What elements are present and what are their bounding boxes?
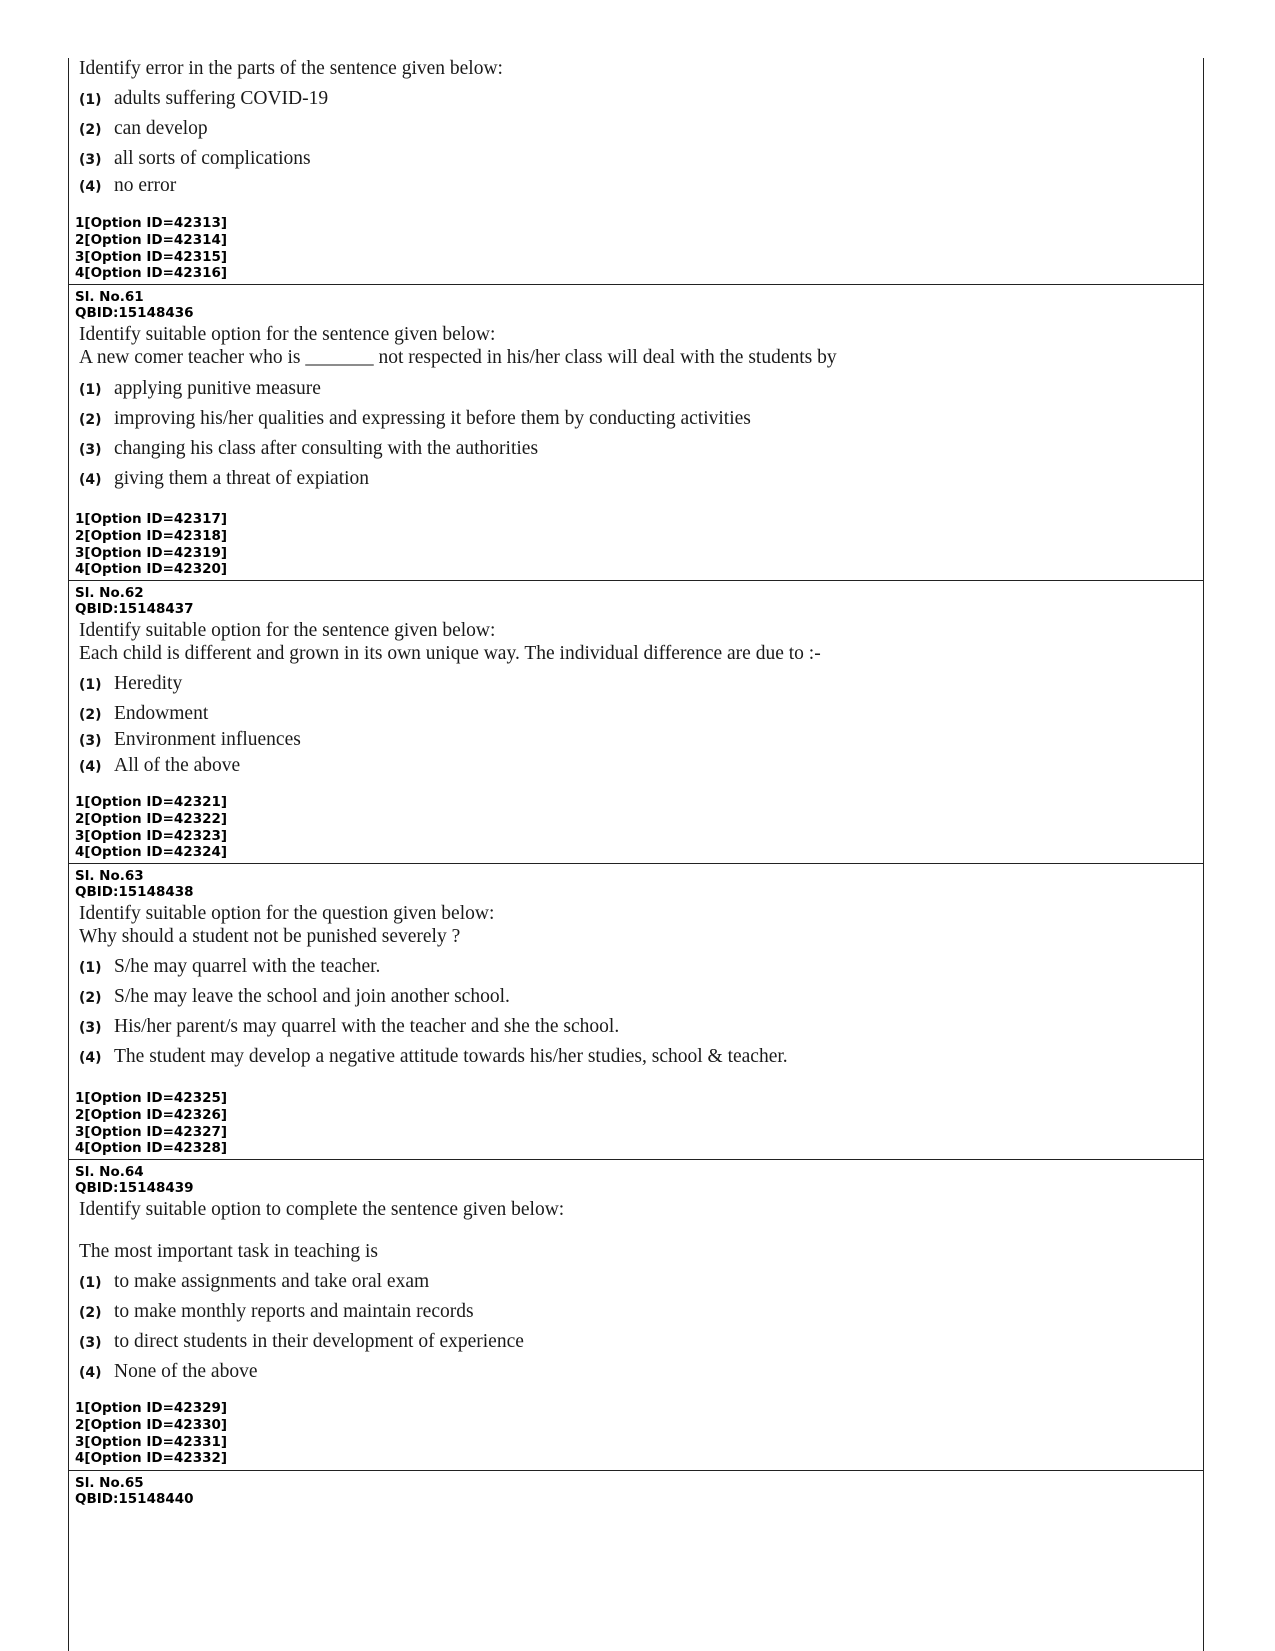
option-text: All of the above [114, 755, 241, 776]
option-1 [79, 378, 321, 400]
option-number: (2) [79, 412, 102, 428]
option-number: (2) [79, 122, 102, 138]
serial-number: Sl. No.64 [75, 1164, 144, 1180]
serial-number: Sl. No.62 [75, 585, 144, 601]
question-sentence: A new comer teacher who is _______ not respected in his/her class will deal with the students by [79, 347, 837, 368]
option-id: 1[Option ID=42325] [75, 1090, 228, 1106]
question-sentence: Why should a student not be punished severely ? [79, 926, 461, 947]
option-id: 2[Option ID=42314] [75, 231, 228, 248]
serial-number: Sl. No.65 [75, 1475, 144, 1491]
option-4 [79, 468, 369, 490]
option-id: 1[Option ID=42321] [75, 794, 228, 810]
option-number: (2) [79, 990, 102, 1006]
qbid: QBID:15148439 [75, 1180, 194, 1196]
serial-number: Sl. No.61 [75, 289, 144, 305]
option-4 [79, 755, 240, 777]
option-text: to direct students in their development of experience [114, 1331, 524, 1352]
option-3 [79, 1016, 619, 1038]
option-2 [79, 703, 208, 725]
option-text: S/he may leave the school and join another school. [114, 986, 510, 1007]
question-sentence: Each child is different and grown in its own unique way. The individual difference are due to :- [79, 643, 821, 664]
option-4 [79, 1046, 788, 1068]
option-number: (2) [79, 707, 102, 723]
option-id: 2[Option ID=42326] [75, 1106, 228, 1123]
option-number: (3) [79, 152, 102, 168]
option-1 [79, 88, 328, 110]
option-text: to make assignments and take oral exam [114, 1271, 430, 1292]
option-2 [79, 1301, 474, 1323]
option-number: (3) [79, 1020, 102, 1036]
option-number: (1) [79, 1275, 102, 1291]
option-text: to make monthly reports and maintain records [114, 1301, 474, 1322]
option-id: 3[Option ID=42323] [75, 827, 228, 844]
option-id-list [75, 1090, 227, 1157]
question-paper [68, 58, 1204, 1651]
option-1 [79, 956, 380, 978]
option-number: (3) [79, 733, 102, 749]
qbid: QBID:15148436 [75, 305, 194, 321]
divider [69, 284, 1203, 285]
option-number: (4) [79, 472, 102, 488]
option-text: None of the above [114, 1361, 258, 1382]
option-id: 4[Option ID=42328] [75, 1140, 228, 1157]
option-text: The student may develop a negative attitude towards his/her studies, school & teacher. [114, 1046, 788, 1067]
option-id: 4[Option ID=42332] [75, 1450, 228, 1467]
option-id: 4[Option ID=42324] [75, 844, 228, 861]
option-text: giving them a threat of expiation [114, 468, 370, 489]
option-id: 2[Option ID=42330] [75, 1416, 228, 1433]
option-text: S/he may quarrel with the teacher. [114, 956, 381, 977]
option-1 [79, 673, 182, 695]
option-3 [79, 1331, 524, 1353]
option-number: (2) [79, 1305, 102, 1321]
option-4 [79, 1361, 258, 1383]
option-3 [79, 148, 311, 170]
divider [69, 580, 1203, 581]
option-number: (1) [79, 677, 102, 693]
option-id-list [75, 511, 227, 578]
divider [69, 863, 1203, 864]
option-text: adults suffering COVID-19 [114, 88, 329, 109]
option-id: 3[Option ID=42319] [75, 544, 228, 561]
divider [69, 1470, 1203, 1471]
option-2 [79, 986, 510, 1008]
qbid: QBID:15148440 [75, 1491, 194, 1507]
question-stem: Identify suitable option for the sentence given below: [79, 620, 496, 641]
option-id: 1[Option ID=42313] [75, 215, 228, 231]
question-stem: Identify suitable option to complete the sentence given below: [79, 1199, 565, 1220]
option-id: 4[Option ID=42316] [75, 265, 228, 282]
option-number: (4) [79, 1050, 102, 1066]
option-number: (1) [79, 960, 102, 976]
option-number: (3) [79, 1335, 102, 1351]
question-stem: Identify suitable option for the sentence given below: [79, 324, 496, 345]
serial-number: Sl. No.63 [75, 868, 144, 884]
option-id: 3[Option ID=42315] [75, 248, 228, 265]
option-id: 4[Option ID=42320] [75, 561, 228, 578]
option-id: 1[Option ID=42317] [75, 511, 228, 527]
divider [69, 1159, 1203, 1160]
qbid: QBID:15148438 [75, 884, 194, 900]
option-id: 3[Option ID=42331] [75, 1433, 228, 1450]
option-text: Endowment [114, 703, 209, 724]
option-number: (3) [79, 442, 102, 458]
option-text: no error [114, 175, 177, 196]
option-id-list [75, 1400, 227, 1467]
question-stem: Identify error in the parts of the sentence given below: [79, 58, 503, 79]
option-text: can develop [114, 118, 208, 139]
option-id: 1[Option ID=42329] [75, 1400, 228, 1416]
question-sentence: The most important task in teaching is [79, 1241, 378, 1262]
option-number: (4) [79, 759, 102, 775]
option-text: Heredity [114, 673, 183, 694]
option-4 [79, 175, 176, 197]
option-text: Environment influences [114, 729, 301, 750]
option-number: (1) [79, 92, 102, 108]
option-number: (4) [79, 179, 102, 195]
option-number: (4) [79, 1365, 102, 1381]
option-text: improving his/her qualities and expressing it before them by conducting activities [114, 408, 751, 429]
option-2 [79, 118, 208, 140]
option-id-list [75, 215, 227, 282]
option-3 [79, 729, 301, 751]
option-text: applying punitive measure [114, 378, 321, 399]
option-id: 2[Option ID=42318] [75, 527, 228, 544]
option-id: 3[Option ID=42327] [75, 1123, 228, 1140]
option-number: (1) [79, 382, 102, 398]
option-2 [79, 408, 751, 430]
option-id-list [75, 794, 227, 861]
option-text: changing his class after consulting with the authorities [114, 438, 539, 459]
option-1 [79, 1271, 429, 1293]
option-text: His/her parent/s may quarrel with the teacher and she the school. [114, 1016, 620, 1037]
qbid: QBID:15148437 [75, 601, 194, 617]
option-text: all sorts of complications [114, 148, 311, 169]
question-stem: Identify suitable option for the question given below: [79, 903, 495, 924]
option-id: 2[Option ID=42322] [75, 810, 228, 827]
option-3 [79, 438, 538, 460]
